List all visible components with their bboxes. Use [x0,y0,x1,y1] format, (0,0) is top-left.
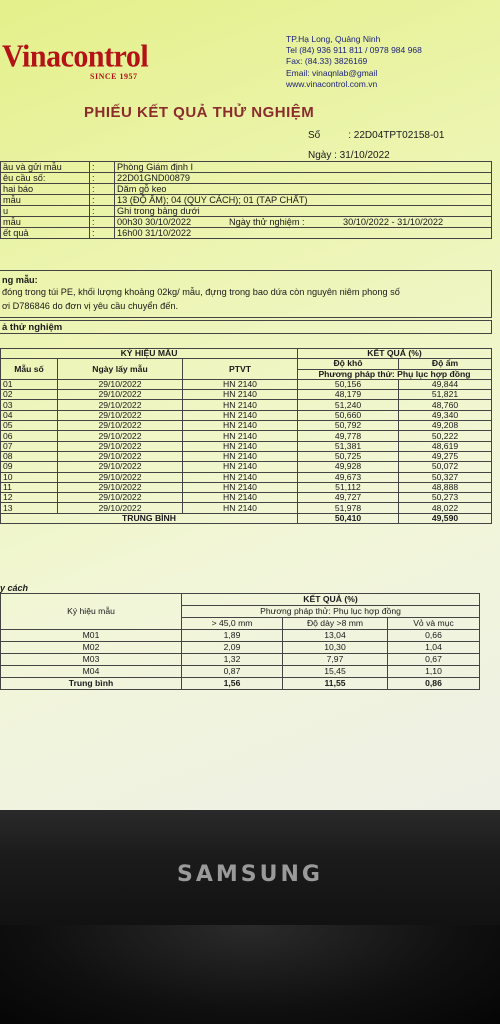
moisture-table-body [1,379,492,513]
table-row [1,400,492,410]
table-row [1,666,480,678]
ptvt: HN 2140 [183,462,298,472]
info-colon: : [90,173,115,184]
document-date: Ngày : 31/10/2022 [308,150,390,161]
group-result-header: KẾT QUẢ (%) [298,349,492,359]
over-45-value: 1,32 [182,654,283,666]
col-moisture: Độ ẩm [399,359,492,369]
info-value: 13 (ĐỘ ẨM); 04 (QUY CÁCH); 01 (TẠP CHẤT) [115,195,492,206]
sample-date: 29/10/2022 [58,493,183,503]
ptvt: HN 2140 [183,482,298,492]
sample-no: 08 [1,451,58,461]
size-average-value: 1,56 [182,678,283,690]
size-average-value: 11,55 [283,678,388,690]
col-sample: Mẫu số [1,359,58,380]
sample-date: 29/10/2022 [58,410,183,420]
info-label: êu cầu số: [1,173,90,184]
info-value-text: 00h30 30/10/2022 [117,217,192,227]
moisture-value: 51,821 [399,390,492,400]
sample-no: 02 [1,390,58,400]
vinacontrol-logo: Vinacontrol [2,39,149,74]
info-label: mẫu [1,195,90,206]
info-colon: : [90,162,115,173]
thickness-value: 7,97 [283,654,388,666]
sample-date: 29/10/2022 [58,379,183,389]
dry-value: 51,978 [298,503,399,513]
sample-code: M04 [1,666,182,678]
moisture-value: 49,340 [399,410,492,420]
dry-value: 50,660 [298,410,399,420]
contact-line: Email: vinaqnlab@gmail [286,67,378,78]
sample-no: 06 [1,431,58,441]
col-over-45: > 45,0 mm [182,618,283,630]
dry-value: 49,673 [298,472,399,482]
info-label: mẫu [1,217,90,228]
size-method-header: Phương pháp thử: Phụ lục hợp đồng [182,606,480,618]
ptvt: HN 2140 [183,390,298,400]
contact-line: TP.Hạ Long, Quảng Ninh [286,34,381,44]
sample-date: 29/10/2022 [58,390,183,400]
size-table-body [1,630,480,678]
sample-no: 12 [1,493,58,503]
col-dry: Độ khô [298,359,399,369]
table-row [1,421,492,431]
info-table [0,161,492,239]
size-average-label: Trung bình [1,678,182,690]
results-heading: ả thử nghiệm [0,320,492,334]
logo-since: SINCE 1957 [90,72,138,81]
info-value [115,217,492,228]
contact-line: Tel (84) 936 911 811 / 0978 984 968 [286,45,422,56]
info-label: ết quả [1,228,90,239]
size-result-header: KẾT QUẢ (%) [182,594,480,606]
ptvt: HN 2140 [183,472,298,482]
col-ptvt: PTVT [183,359,298,380]
table-header-row [1,359,492,369]
sample-no: 01 [1,379,58,389]
bark-value: 1,04 [388,642,480,654]
size-average-row [1,678,480,690]
sample-date: 29/10/2022 [58,441,183,451]
dry-value: 49,778 [298,431,399,441]
moisture-value: 49,275 [399,451,492,461]
info-colon: : [90,206,115,217]
table-row [1,482,492,492]
sample-no: 10 [1,472,58,482]
dry-value: 50,725 [298,451,399,461]
sample-date: 29/10/2022 [58,451,183,461]
moisture-value: 50,273 [399,493,492,503]
table-row [1,630,480,642]
info-row [1,195,492,206]
info-value: 16h00 31/10/2022 [115,228,492,239]
over-45-value: 1,89 [182,630,283,642]
packing-section [0,270,492,318]
moisture-value: 48,619 [399,441,492,451]
table-row [1,642,480,654]
table-row [1,451,492,461]
info-colon: : [90,184,115,195]
col-sample-code: Ký hiệu mẫu [1,594,182,630]
bark-value: 0,67 [388,654,480,666]
sample-code: M02 [1,642,182,654]
thickness-value: 13,04 [283,630,388,642]
bark-value: 0,66 [388,630,480,642]
sample-date: 29/10/2022 [58,462,183,472]
moisture-value: 49,844 [399,379,492,389]
info-label: hai báo [1,184,90,195]
size-average-value: 0,86 [388,678,480,690]
moisture-value: 48,760 [399,400,492,410]
info-row [1,228,492,239]
moisture-value: 50,222 [399,431,492,441]
ptvt: HN 2140 [183,441,298,451]
average-row [1,513,492,523]
sample-no: 03 [1,400,58,410]
sample-no: 09 [1,462,58,472]
contact-block [286,34,422,90]
moisture-value: 48,022 [399,503,492,513]
ptvt: HN 2140 [183,451,298,461]
packing-line: đóng trong túi PE, khối lượng khoảng 02kg/ mẫu, đựng trong bao dứa còn nguyên niêm phong số [2,287,400,297]
table-row [1,441,492,451]
info-value: 22D01GND00879 [115,173,492,184]
sample-date: 29/10/2022 [58,503,183,513]
size-heading: y cách [0,583,29,593]
sample-no: 07 [1,441,58,451]
sample-code: M03 [1,654,182,666]
table-header-row [1,594,480,606]
contact-line: www.vinacontrol.com.vn [286,78,378,89]
so-label: Số [308,130,321,141]
test-date-value: 30/10/2022 - 31/10/2022 [343,217,444,227]
packing-line: ơi D786846 do đơn vị yêu cầu chuyển đến. [2,301,179,311]
info-label: ầu và gửi mẫu [1,162,90,173]
document-number [308,130,444,141]
dry-value: 51,240 [298,400,399,410]
sample-code: M01 [1,630,182,642]
size-table [0,593,480,690]
col-date: Ngày lấy mẫu [58,359,183,380]
dry-value: 51,381 [298,441,399,451]
table-row [1,654,480,666]
monitor-brand-logo: SAMSUNG [177,862,323,887]
ptvt: HN 2140 [183,421,298,431]
col-thickness: Độ dày >8 mm [283,618,388,630]
ptvt: HN 2140 [183,503,298,513]
sample-no: 13 [1,503,58,513]
sample-date: 29/10/2022 [58,400,183,410]
thickness-value: 15,45 [283,666,388,678]
info-value: Phòng Giám định I [115,162,492,173]
info-value: Ghi trong bảng dưới [115,206,492,217]
dry-value: 50,156 [298,379,399,389]
ptvt: HN 2140 [183,379,298,389]
sample-no: 11 [1,482,58,492]
so-value: : 22D04TPT02158-01 [348,130,445,141]
sample-date: 29/10/2022 [58,421,183,431]
report-title: PHIẾU KẾT QUẢ THỬ NGHIỆM [84,104,315,121]
info-value: Dăm gỗ keo [115,184,492,195]
col-bark: Vỏ và mục [388,618,480,630]
sample-date: 29/10/2022 [58,482,183,492]
sample-no: 04 [1,410,58,420]
method-header: Phương pháp thử: Phụ lục hợp đồng [298,369,492,379]
dry-value: 49,727 [298,493,399,503]
moisture-table [0,348,492,524]
info-row [1,162,492,173]
info-colon: : [90,195,115,206]
dry-value: 48,179 [298,390,399,400]
ptvt: HN 2140 [183,400,298,410]
over-45-value: 0,87 [182,666,283,678]
ptvt: HN 2140 [183,410,298,420]
sample-date: 29/10/2022 [58,431,183,441]
info-row [1,184,492,195]
packing-heading: ng mẫu: [2,275,38,285]
info-colon: : [90,217,115,228]
average-label: TRUNG BÌNH [1,513,298,523]
average-dry: 50,410 [298,513,399,523]
info-row [1,206,492,217]
table-row [1,410,492,420]
table-row [1,462,492,472]
thickness-value: 10,30 [283,642,388,654]
dry-value: 51,112 [298,482,399,492]
sample-date: 29/10/2022 [58,472,183,482]
table-row [1,503,492,513]
table-row [1,390,492,400]
dry-value: 50,792 [298,421,399,431]
average-moisture: 49,590 [399,513,492,523]
info-colon: : [90,228,115,239]
table-row [1,472,492,482]
moisture-value: 49,208 [399,421,492,431]
info-row [1,173,492,184]
contact-line: Fax: (84.33) 3826169 [286,56,368,67]
moisture-value: 50,072 [399,462,492,472]
dry-value: 49,928 [298,462,399,472]
moisture-value: 50,327 [399,472,492,482]
bark-value: 1,10 [388,666,480,678]
table-row [1,379,492,389]
table-row [1,493,492,503]
test-date-label: Ngày thử nghiệm : [229,217,305,227]
sample-no: 05 [1,421,58,431]
group-sample-header: KÝ HIỆU MẪU [1,349,298,359]
table-row [1,431,492,441]
ptvt: HN 2140 [183,493,298,503]
monitor-stand [0,925,500,1024]
table-group-header [1,349,492,359]
info-row [1,217,492,228]
info-label: u [1,206,90,217]
ptvt: HN 2140 [183,431,298,441]
moisture-value: 48,888 [399,482,492,492]
over-45-value: 2,09 [182,642,283,654]
